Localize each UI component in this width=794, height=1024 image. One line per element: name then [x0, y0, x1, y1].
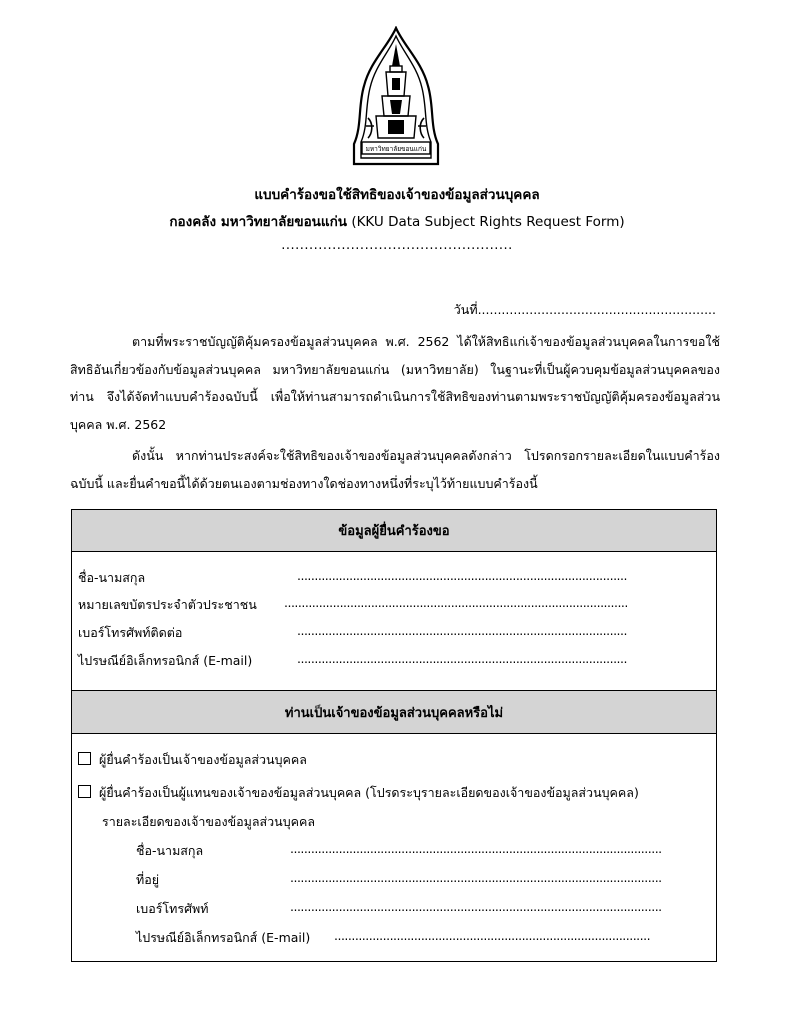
form-subtitle: [0, 210, 794, 232]
owner-address-field[interactable]: ...........................................................................................................: [290, 870, 662, 885]
subtitle-org: กองคลัง มหาวิทยาลัยขอนแก่น: [169, 214, 348, 230]
owner-option-representative[interactable]: ผู้ยื่นคำร้องเป็นผู้แทนของเจ้าของข้อมูลส่วนบุคคล (โปรดระบุรายละเอียดของเจ้าของข้อมูลส่วนบุคคล): [78, 783, 639, 803]
date-field[interactable]: วันที่............................................................: [453, 302, 716, 317]
owner-phone-field[interactable]: ...........................................................................................................: [290, 899, 662, 914]
checkbox-self[interactable]: [78, 752, 91, 765]
requester-id-row: หมายเลขบัตรประจำตัวประชาชน: [78, 597, 257, 612]
requester-name-field[interactable]: ...............................................................................................: [297, 568, 627, 583]
requester-id-field[interactable]: ...................................................................................................: [284, 595, 628, 610]
requester-phone-row: เบอร์โทรศัพท์ติดต่อ: [78, 625, 183, 640]
intro-paragraph: ตามที่พระราชบัญญัติคุ้มครองข้อมูลส่วนบุคคล พ.ศ. 2562 ได้ให้สิทธิแก่เจ้าของข้อมูลส่วนบุคคลในการขอใช้สิทธิอันเกี่ยวข้องกับข้อมูลส่วนบุคคล มหาวิทยาลัยขอนแก่น (มหาวิทยาลัย) ในฐานะที่เป็นผู้ควบคุมข้อมูลส่วนบุคคลของท่าน จึงได้จัดทำแบบคำร้องฉบับนี้ เพื่อให้ท่านสามารถดำเนินการใช้สิทธิของท่านตามพระราชบัญญัติคุ้มครองข้อมูลส่วนบุคคล พ.ศ. 2562: [70, 334, 720, 432]
form-title: แบบคำร้องขอใช้สิทธิของเจ้าของข้อมูลส่วนบุคคล: [254, 187, 540, 203]
owner-details-label: รายละเอียดของเจ้าของข้อมูลส่วนบุคคล: [102, 814, 316, 829]
owner-email-field[interactable]: ...........................................................................................: [334, 928, 651, 943]
requester-email-field[interactable]: ...............................................................................................: [297, 651, 627, 666]
owner-email-label: ไปรษณีย์อิเล็กทรอนิกส์ (E-mail): [136, 930, 311, 945]
requester-phone-field[interactable]: ...............................................................................................: [297, 623, 627, 638]
owner-option-self[interactable]: ผู้ยื่นคำร้องเป็นเจ้าของข้อมูลส่วนบุคคล: [78, 750, 307, 770]
requester-email-row: ไปรษณีย์อิเล็กทรอนิกส์ (E-mail): [78, 653, 253, 668]
request-form-box: [71, 509, 717, 962]
university-logo: [348, 26, 444, 174]
owner-phone-label: เบอร์โทรศัพท์: [136, 901, 209, 916]
requester-name-row: ชื่อ-นามสกุล: [78, 570, 146, 585]
instruction-paragraph: ดังนั้น หากท่านประสงค์จะใช้สิทธิของเจ้าของข้อมูลส่วนบุคคลดังกล่าว โปรดกรอกรายละเอียดในแบบคำร้องฉบับนี้ และยื่นคำขอนี้ได้ด้วยตนเองตามช่องทางใดช่องทางหนึ่งที่ระบุไว้ท้ายแบบคำร้องนี้: [70, 448, 720, 491]
form-number-line: ..................................................: [281, 238, 513, 253]
checkbox-representative[interactable]: [78, 785, 91, 798]
subtitle-english: (KKU Data Subject Rights Request Form): [351, 214, 625, 230]
section-requester-heading: ข้อมูลผู้ยื่นคำร้องขอ: [72, 510, 716, 552]
svg-text:มหาวิทยาลัยขอนแก่น: มหาวิทยาลัยขอนแก่น: [365, 145, 427, 153]
owner-address-label: ที่อยู่: [136, 872, 160, 887]
section-owner-heading: ท่านเป็นเจ้าของข้อมูลส่วนบุคคลหรือไม่: [72, 690, 716, 734]
owner-name-label: ชื่อ-นามสกุล: [136, 843, 204, 858]
owner-name-field[interactable]: ...........................................................................................................: [290, 841, 662, 856]
